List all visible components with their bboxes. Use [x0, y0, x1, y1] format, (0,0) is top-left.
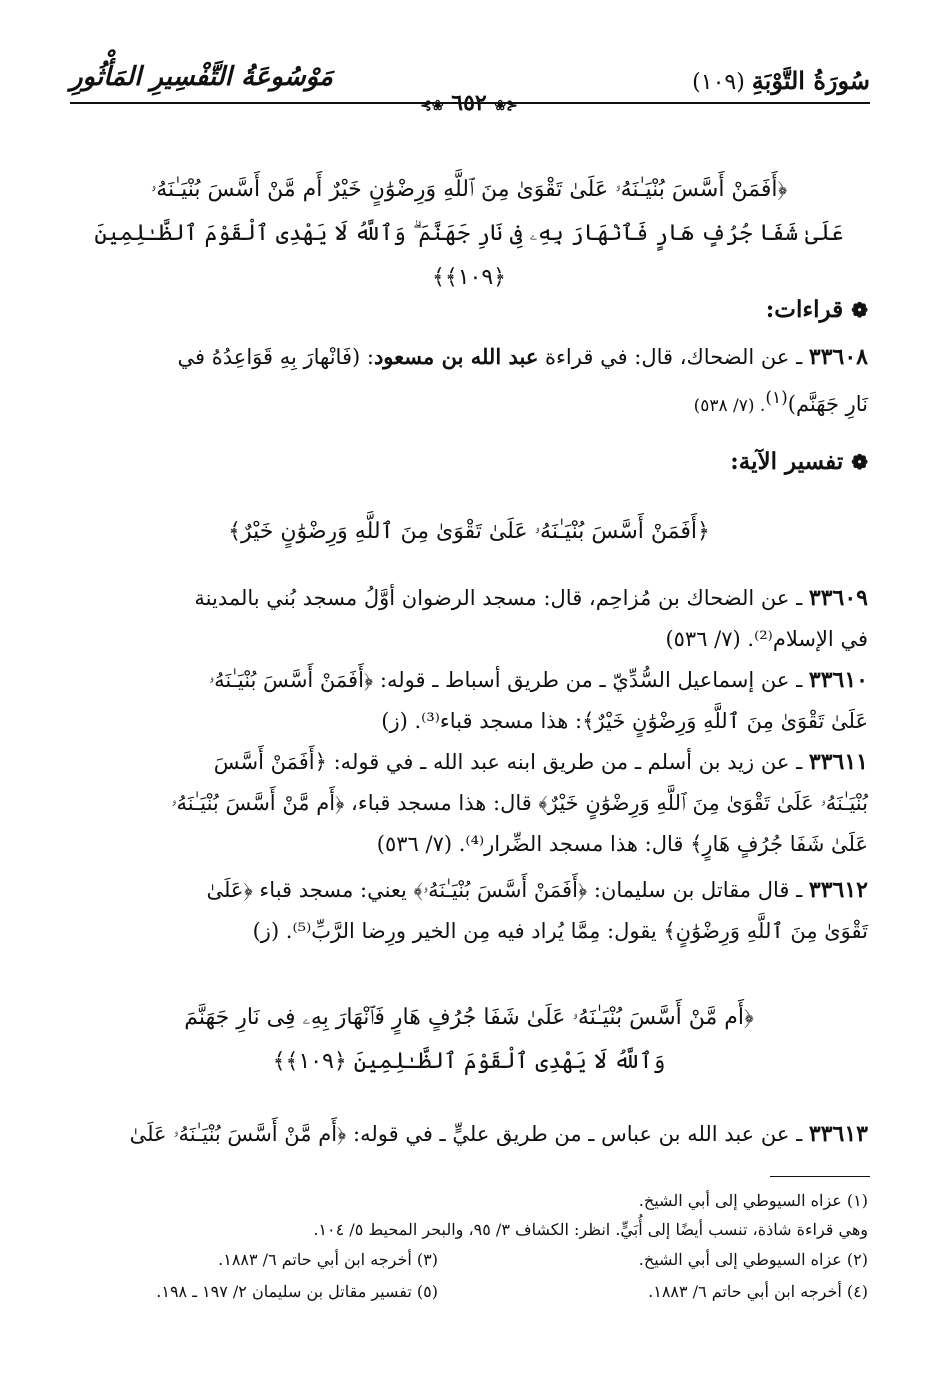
entry-number: ٣٣٦١٠ [808, 667, 868, 693]
footnote-row [70, 1250, 868, 1279]
entry-number: ٣٣٦١٢ [808, 877, 868, 903]
footnote-separator [770, 1176, 870, 1177]
entry-line [70, 336, 868, 378]
section-heading-readings [766, 296, 868, 323]
footnote-row [70, 1282, 868, 1311]
ornament-icon: ⊰❀ [494, 98, 518, 114]
verse-line: ﴿أَم مَّنْ أَسَّسَ بُنْيَـٰنَهُۥ عَلَىٰ شَفَا جُرُفٍ هَارٍ فَٱنْهَارَ بِهِۦ فِى نَارِ جَهَنَّمَ [184, 1005, 754, 1030]
footnote-text: (١) عزاه السيوطي إلى أبي الشيخ. [638, 1191, 868, 1210]
heading-text: قراءات: [765, 296, 844, 323]
flower-icon: ❁ [851, 450, 868, 474]
entry-line: عَلَىٰ تَقْوَىٰ مِنَ ٱللَّهِ وَرِضْوَٰنٍ خَيْرٌ﴾: هذا مسجد قباء⁽³⁾. (ز) [381, 709, 868, 733]
entry-text: ـ عن الضحاك بن مُزاحِم، قال: مسجد الرضوان أوَّلُ مسجد بُني بالمدينة [194, 586, 809, 610]
footnote-5: (٥) تفسير مقاتل بن سليمان ٢/ ١٩٧ ـ ١٩٨. [156, 1282, 438, 1301]
footnote-2: (٢) عزاه السيوطي إلى أبي الشيخ. [638, 1250, 868, 1269]
footnote-1 [70, 1186, 868, 1244]
entry-number: ٣٣٦٠٨ [808, 344, 868, 370]
entry-line [70, 578, 868, 619]
heading-text: تفسير الآية: [730, 448, 844, 475]
entry-33613 [70, 1114, 868, 1155]
entry-source: عبد الله بن مسعود [373, 344, 539, 369]
second-verse [70, 996, 868, 1084]
entry-33609 [70, 578, 868, 660]
entry-number: ٣٣٦٠٩ [808, 585, 868, 611]
entry-line: في الإسلام⁽²⁾. (٧/ ٥٣٦) [665, 627, 868, 651]
entry-text: ـ عن زيد بن أسلم ـ من طريق ابنه عبد الله ـ في قوله: ﴿أَفَمَنْ أَسَّسَ [213, 750, 809, 774]
footnote-3: (٣) أخرجه ابن أبي حاتم ٦/ ١٨٨٣. [218, 1250, 438, 1269]
entry-33611 [70, 742, 868, 865]
main-verse [70, 168, 868, 300]
entry-line [70, 870, 868, 911]
entry-text: ـ قال مقاتل بن سليمان: ﴿أَفَمَنْ أَسَّسَ بُنْيَـٰنَهُۥ﴾ يعني: مسجد قباء ﴿عَلَىٰ [206, 878, 809, 902]
entry-33608 [70, 336, 868, 427]
entry-text: : (فَانْهارَ بِهِ قَوَاعِدُهُ في [177, 345, 374, 369]
entry-line: بُنْيَـٰنَهُۥ عَلَىٰ تَقْوَىٰ مِنَ ٱللَّهِ وَرِضْوَٰنٍ خَيْرٌ﴾ قال: هذا مسجد قباء، ﴿أَم مَّنْ أَسَّسَ بُنْيَـٰنَهُۥ [171, 791, 868, 815]
entry-text: ـ عن عبد الله بن عباس ـ من طريق عليٍّ ـ في قوله: ﴿أَم مَّنْ أَسَّسَ بُنْيَـٰنَهُۥ عَلَىٰ [129, 1122, 809, 1146]
entry-line [70, 660, 868, 701]
footnote-text: وهي قراءة شاذة، تنسب أيضًا إلى أُبَيٍّ. انظر: الكشاف ٣/ ٩٥، والبحر المحيط ٥/ ١٠٤. [313, 1220, 868, 1239]
entry-text: نَارِ جَهَنَّم) [787, 392, 868, 416]
entry-text: ـ عن الضحاك، قال: في قراءة [538, 345, 809, 369]
entry-number: ٣٣٦١٣ [808, 1121, 868, 1147]
entry-33612 [70, 870, 868, 952]
surah-name: سُورَةُ التَّوْبَةِ [751, 66, 870, 95]
volume-ref: . (٧/ ٥٣٨) [693, 396, 766, 416]
entry-line [70, 1114, 868, 1155]
verse-number: (١٠٩) [692, 70, 745, 95]
page-number [0, 90, 938, 116]
flower-icon: ❁ [851, 298, 868, 322]
entry-line [70, 378, 868, 427]
footnote-4: (٤) أخرجه ابن أبي حاتم ٦/ ١٨٨٣. [648, 1282, 868, 1301]
ornament-icon: ❀⊱ [420, 98, 444, 114]
entry-line: تَقْوَىٰ مِنَ ٱللَّهِ وَرِضْوَٰنٍ﴾ يقول: مِمَّا يُراد فيه مِن الخير ورِضا الرَّبِّ⁽⁵⁾. (ز) [252, 919, 868, 943]
page-number-value: ٦٥٢ [451, 90, 487, 116]
verse-line: ﴿أَفَمَنْ أَسَّسَ بُنْيَـٰنَهُۥ عَلَىٰ تَقْوَىٰ مِنَ ٱللَّهِ وَرِضْوَٰنٍ خَيْرٌ أَم مَّنْ أَسَّسَ بُنْيَـٰنَهُۥ [150, 177, 788, 202]
entry-text: ـ عن إسماعيل السُّدِّيّ ـ من طريق أسباط ـ قوله: ﴿أَفَمَنْ أَسَّسَ بُنْيَـٰنَهُۥ [208, 668, 809, 692]
entry-number: ٣٣٦١١ [808, 749, 868, 775]
verse-line: وَٱللَّهُ لَا يَهْدِى ٱلْقَوْمَ ٱلظَّـٰلِمِينَ ﴿١٠٩﴾﴾ [272, 1049, 666, 1074]
entry-33610 [70, 660, 868, 742]
section-heading-tafsir [730, 448, 868, 475]
verse-line: ﴿أَفَمَنْ أَسَّسَ بُنْيَـٰنَهُۥ عَلَىٰ تَقْوَىٰ مِنَ ٱللَّهِ وَرِضْوَٰنٍ خَيْرٌ﴾ [228, 519, 710, 544]
book-title: مَوْسُوعَةُ التَّفْسِيرِ المَأْثُورِ [70, 62, 333, 92]
footnote-ref: (١) [765, 388, 788, 408]
verse-line: عَلَىٰ شَفَا جُرُفٍ هَارٍ فَٱنْهَارَ بِهِۦ فِى نَارِ جَهَنَّمَ ۗ وَٱللَّهُ لَا يَهْدِى ٱلْقَوْمَ ٱلظَّـٰلِمِينَ ﴿١٠٩﴾﴾ [94, 221, 844, 290]
sub-verse [70, 510, 868, 554]
entry-line: عَلَىٰ شَفَا جُرُفٍ هَارٍ﴾ قال: هذا مسجد الضِّرار⁽⁴⁾. (٧/ ٥٣٦) [376, 832, 868, 856]
entry-line [70, 742, 868, 783]
